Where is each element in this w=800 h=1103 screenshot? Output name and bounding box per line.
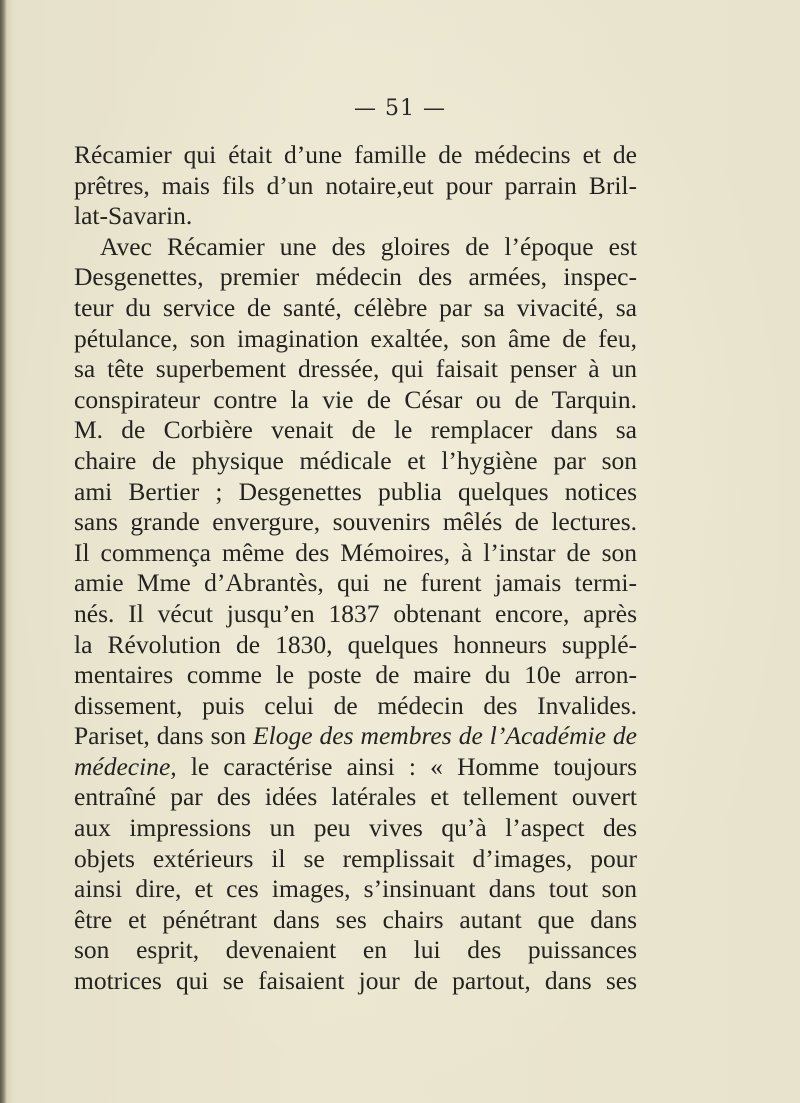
- text-line: [74, 752, 637, 783]
- text-line: pétulance, son imagination exaltée, son âme de feu,: [74, 323, 637, 353]
- text-line: Desgenettes, premier médecin des armées, inspec-: [74, 262, 637, 292]
- text-line: mentaires comme le poste de maire du 10e arron-: [74, 660, 637, 690]
- text-line: teur du service de santé, célèbre par sa vivacité, sa: [74, 292, 637, 322]
- page-number: — 51 —: [354, 96, 446, 121]
- text-line: motrices qui se faisaient jour de partout, dans ses: [74, 966, 637, 996]
- book-title-italic: médecine,: [74, 751, 177, 781]
- text-segment: Pariset, dans son: [74, 721, 254, 751]
- text-line: objets extérieurs il se remplissait d’images, pour: [74, 843, 637, 873]
- text-line: ami Bertier ; Desgenettes publia quelques notices: [74, 476, 637, 506]
- text-line: prêtres, mais fils d’un notaire,eut pour parrain Bril-: [74, 170, 637, 200]
- paragraph-start-line: Avec Récamier une des gloires de l’époque est: [100, 231, 637, 261]
- body-text: [74, 140, 637, 997]
- text-line: lat-Savarin.: [74, 201, 193, 231]
- book-title-italic: Eloge des membres de l’Académie de: [253, 721, 637, 751]
- text-line: entraîné par des idées latérales et tellement ouvert: [74, 782, 637, 812]
- text-line: chaire de physique médicale et l’hygiène par son: [74, 445, 637, 475]
- text-line: amie Mme d’Abrantès, qui ne furent jamais termi-: [74, 568, 637, 598]
- text-line: aux impressions un peu vives qu’à l’aspect des: [74, 813, 637, 843]
- text-line: conspirateur contre la vie de César ou de Tarquin.: [74, 384, 637, 414]
- text-line: Il commença même des Mémoires, à l’instar de son: [74, 537, 637, 567]
- text-line: son esprit, devenaient en lui des puissances: [74, 935, 637, 965]
- text-line: M. de Corbière venait de le remplacer dans sa: [74, 415, 637, 445]
- text-line: dissement, puis celui de médecin des Invalides.: [74, 690, 637, 720]
- text-line: Récamier qui était d’une famille de médecins et de: [74, 140, 637, 169]
- text-line: sa tête superbement dressée, qui faisait penser à un: [74, 354, 637, 384]
- text-line: ainsi dire, et ces images, s’insinuant dans tout son: [74, 874, 637, 904]
- text-segment: le caractérise ainsi : « Homme toujours: [176, 751, 637, 781]
- text-line: [74, 721, 637, 752]
- text-line: sans grande envergure, souvenirs mêlés de lectures.: [74, 507, 637, 537]
- text-line: nés. Il vécut jusqu’en 1837 obtenant encore, après: [74, 598, 637, 628]
- text-line: être et pénétrant dans ses chairs autant que dans: [74, 904, 637, 934]
- text-line: la Révolution de 1830, quelques honneurs supplé-: [74, 629, 637, 659]
